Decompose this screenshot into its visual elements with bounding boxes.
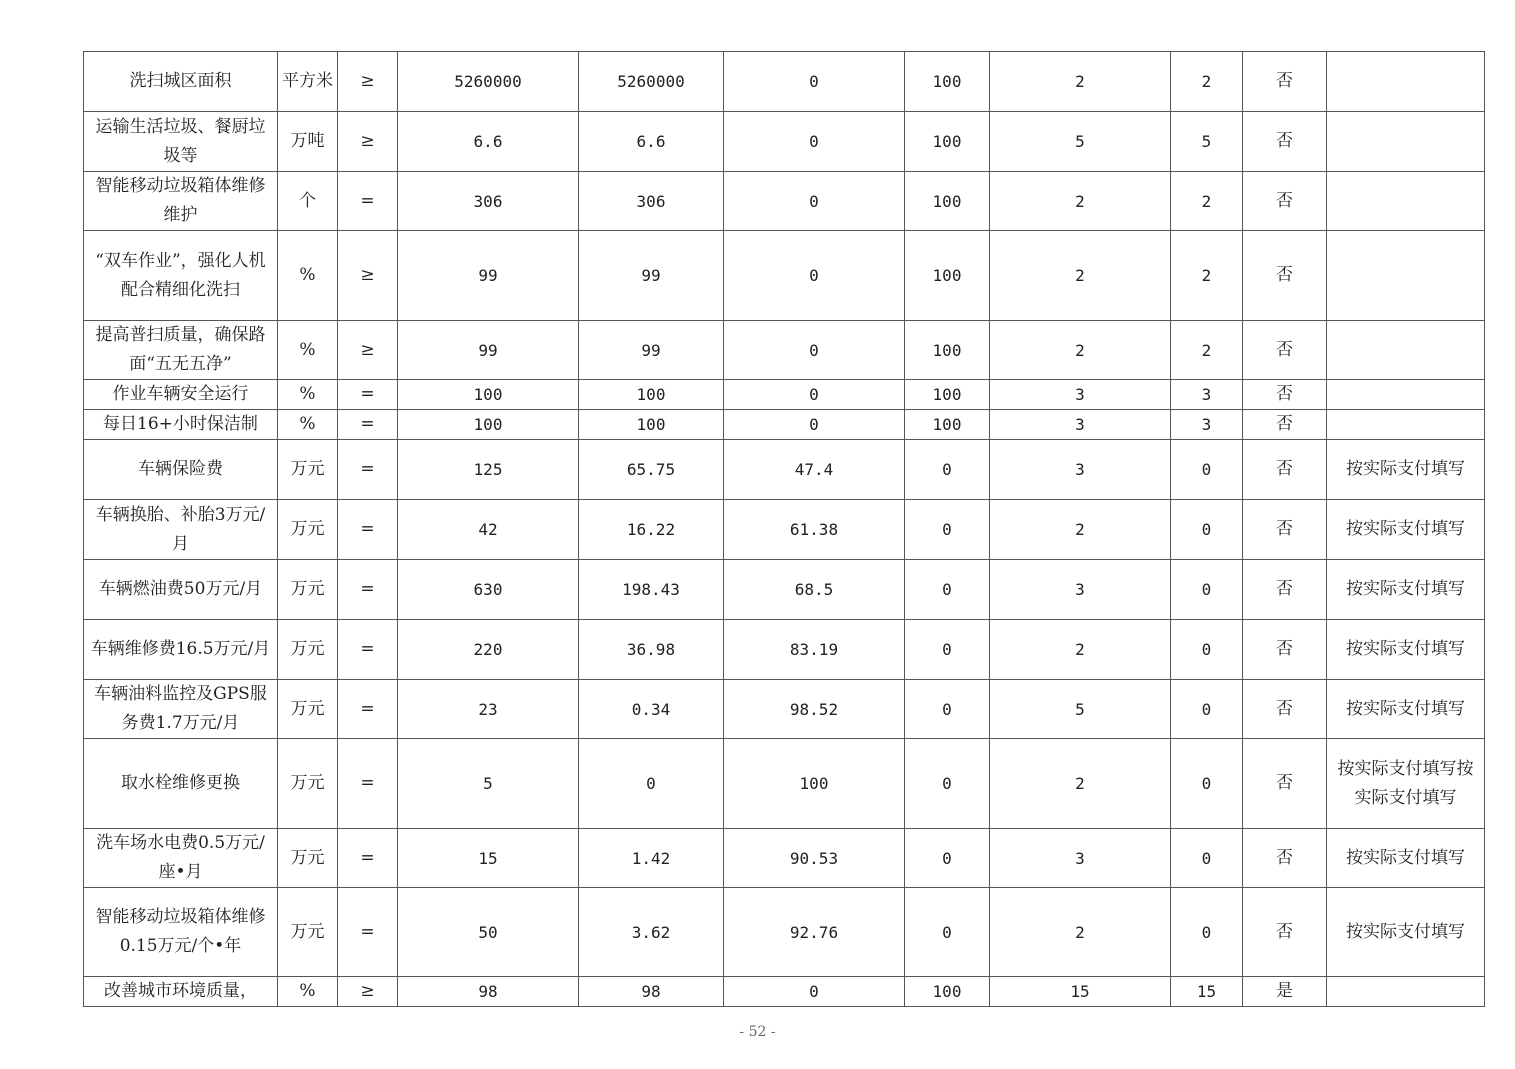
deviation-cell: 47.4 bbox=[724, 440, 905, 500]
deviation-cell: 100 bbox=[724, 739, 905, 829]
target-value-cell: 50 bbox=[398, 888, 579, 977]
operator-cell: = bbox=[338, 739, 398, 829]
weight-cell: 15 bbox=[990, 977, 1171, 1007]
deviation-cell: 83.19 bbox=[724, 620, 905, 680]
indicator-name-cell: 智能移动垃圾箱体维修0.15万元/个•年 bbox=[84, 888, 278, 977]
unit-cell: 万元 bbox=[278, 620, 338, 680]
flag-cell: 否 bbox=[1243, 500, 1327, 560]
table-row bbox=[84, 321, 1485, 380]
remark-cell: 按实际支付填写 bbox=[1327, 620, 1485, 680]
actual-value-cell: 306 bbox=[579, 172, 724, 231]
actual-value-cell: 65.75 bbox=[579, 440, 724, 500]
flag-cell: 否 bbox=[1243, 380, 1327, 410]
unit-cell: % bbox=[278, 977, 338, 1007]
actual-value-cell: 1.42 bbox=[579, 829, 724, 888]
operator-cell: ≥ bbox=[338, 977, 398, 1007]
completion-rate-cell: 0 bbox=[905, 680, 990, 739]
target-value-cell: 100 bbox=[398, 410, 579, 440]
score-cell: 3 bbox=[1171, 410, 1243, 440]
remark-cell bbox=[1327, 172, 1485, 231]
indicator-name-cell: 洗车场水电费0.5万元/座•月 bbox=[84, 829, 278, 888]
operator-cell: = bbox=[338, 440, 398, 500]
remark-cell: 按实际支付填写 bbox=[1327, 560, 1485, 620]
score-cell: 2 bbox=[1171, 52, 1243, 112]
indicator-name-cell: 车辆燃油费50万元/月 bbox=[84, 560, 278, 620]
score-cell: 0 bbox=[1171, 829, 1243, 888]
score-cell: 15 bbox=[1171, 977, 1243, 1007]
deviation-cell: 61.38 bbox=[724, 500, 905, 560]
operator-cell: ≥ bbox=[338, 321, 398, 380]
flag-cell: 否 bbox=[1243, 172, 1327, 231]
target-value-cell: 100 bbox=[398, 380, 579, 410]
table-row bbox=[84, 680, 1485, 739]
unit-cell: 万元 bbox=[278, 440, 338, 500]
deviation-cell: 0 bbox=[724, 112, 905, 172]
unit-cell: % bbox=[278, 321, 338, 380]
completion-rate-cell: 100 bbox=[905, 321, 990, 380]
remark-cell: 按实际支付填写 bbox=[1327, 440, 1485, 500]
score-cell: 0 bbox=[1171, 680, 1243, 739]
unit-cell: 万元 bbox=[278, 829, 338, 888]
indicator-name-cell: 车辆油料监控及GPS服务费1.7万元/月 bbox=[84, 680, 278, 739]
table-row bbox=[84, 977, 1485, 1007]
actual-value-cell: 198.43 bbox=[579, 560, 724, 620]
deviation-cell: 0 bbox=[724, 380, 905, 410]
flag-cell: 否 bbox=[1243, 231, 1327, 321]
weight-cell: 3 bbox=[990, 440, 1171, 500]
operator-cell: ≥ bbox=[338, 112, 398, 172]
score-cell: 0 bbox=[1171, 560, 1243, 620]
table-row bbox=[84, 112, 1485, 172]
actual-value-cell: 5260000 bbox=[579, 52, 724, 112]
flag-cell: 否 bbox=[1243, 680, 1327, 739]
unit-cell: 万元 bbox=[278, 500, 338, 560]
completion-rate-cell: 0 bbox=[905, 620, 990, 680]
unit-cell: 万元 bbox=[278, 888, 338, 977]
target-value-cell: 630 bbox=[398, 560, 579, 620]
deviation-cell: 0 bbox=[724, 410, 905, 440]
operator-cell: = bbox=[338, 680, 398, 739]
completion-rate-cell: 100 bbox=[905, 112, 990, 172]
indicator-name-cell: 洗扫城区面积 bbox=[84, 52, 278, 112]
deviation-cell: 92.76 bbox=[724, 888, 905, 977]
weight-cell: 2 bbox=[990, 888, 1171, 977]
flag-cell: 否 bbox=[1243, 112, 1327, 172]
weight-cell: 3 bbox=[990, 380, 1171, 410]
target-value-cell: 99 bbox=[398, 321, 579, 380]
indicator-name-cell: 每日16+小时保洁制 bbox=[84, 410, 278, 440]
operator-cell: = bbox=[338, 888, 398, 977]
score-cell: 0 bbox=[1171, 620, 1243, 680]
indicator-name-cell: 取水栓维修更换 bbox=[84, 739, 278, 829]
operator-cell: = bbox=[338, 172, 398, 231]
completion-rate-cell: 0 bbox=[905, 888, 990, 977]
weight-cell: 2 bbox=[990, 321, 1171, 380]
remark-cell: 按实际支付填写 bbox=[1327, 829, 1485, 888]
flag-cell: 否 bbox=[1243, 321, 1327, 380]
completion-rate-cell: 0 bbox=[905, 739, 990, 829]
flag-cell: 否 bbox=[1243, 888, 1327, 977]
score-cell: 0 bbox=[1171, 440, 1243, 500]
indicator-name-cell: 提高普扫质量，确保路面“五无五净” bbox=[84, 321, 278, 380]
weight-cell: 2 bbox=[990, 172, 1171, 231]
table-row bbox=[84, 829, 1485, 888]
target-value-cell: 98 bbox=[398, 977, 579, 1007]
actual-value-cell: 99 bbox=[579, 321, 724, 380]
weight-cell: 3 bbox=[990, 560, 1171, 620]
unit-cell: % bbox=[278, 231, 338, 321]
unit-cell: % bbox=[278, 380, 338, 410]
table-row bbox=[84, 410, 1485, 440]
operator-cell: ≥ bbox=[338, 52, 398, 112]
completion-rate-cell: 0 bbox=[905, 500, 990, 560]
actual-value-cell: 0.34 bbox=[579, 680, 724, 739]
actual-value-cell: 99 bbox=[579, 231, 724, 321]
operator-cell: = bbox=[338, 500, 398, 560]
indicator-name-cell: 运输生活垃圾、餐厨垃圾等 bbox=[84, 112, 278, 172]
score-cell: 3 bbox=[1171, 380, 1243, 410]
target-value-cell: 5 bbox=[398, 739, 579, 829]
target-value-cell: 23 bbox=[398, 680, 579, 739]
remark-cell bbox=[1327, 321, 1485, 380]
weight-cell: 2 bbox=[990, 52, 1171, 112]
actual-value-cell: 6.6 bbox=[579, 112, 724, 172]
remark-cell: 按实际支付填写 bbox=[1327, 888, 1485, 977]
indicator-name-cell: 智能移动垃圾箱体维修维护 bbox=[84, 172, 278, 231]
flag-cell: 否 bbox=[1243, 440, 1327, 500]
table-row bbox=[84, 500, 1485, 560]
target-value-cell: 42 bbox=[398, 500, 579, 560]
remark-cell: 按实际支付填写按实际支付填写 bbox=[1327, 739, 1485, 829]
target-value-cell: 99 bbox=[398, 231, 579, 321]
table-row bbox=[84, 620, 1485, 680]
table-row bbox=[84, 560, 1485, 620]
flag-cell: 否 bbox=[1243, 620, 1327, 680]
actual-value-cell: 0 bbox=[579, 739, 724, 829]
completion-rate-cell: 0 bbox=[905, 829, 990, 888]
operator-cell: = bbox=[338, 829, 398, 888]
actual-value-cell: 100 bbox=[579, 410, 724, 440]
table-row bbox=[84, 888, 1485, 977]
table-row bbox=[84, 172, 1485, 231]
score-cell: 0 bbox=[1171, 888, 1243, 977]
score-cell: 5 bbox=[1171, 112, 1243, 172]
page-number: - 52 - bbox=[739, 1024, 776, 1040]
remark-cell bbox=[1327, 52, 1485, 112]
completion-rate-cell: 100 bbox=[905, 172, 990, 231]
score-cell: 0 bbox=[1171, 739, 1243, 829]
remark-cell bbox=[1327, 380, 1485, 410]
score-cell: 2 bbox=[1171, 231, 1243, 321]
unit-cell: 个 bbox=[278, 172, 338, 231]
flag-cell: 否 bbox=[1243, 560, 1327, 620]
indicator-name-cell: 车辆保险费 bbox=[84, 440, 278, 500]
weight-cell: 3 bbox=[990, 829, 1171, 888]
remark-cell: 按实际支付填写 bbox=[1327, 500, 1485, 560]
remark-cell bbox=[1327, 410, 1485, 440]
flag-cell: 否 bbox=[1243, 52, 1327, 112]
table-body bbox=[84, 52, 1485, 1007]
actual-value-cell: 36.98 bbox=[579, 620, 724, 680]
weight-cell: 2 bbox=[990, 739, 1171, 829]
actual-value-cell: 98 bbox=[579, 977, 724, 1007]
weight-cell: 2 bbox=[990, 500, 1171, 560]
flag-cell: 否 bbox=[1243, 410, 1327, 440]
remark-cell: 按实际支付填写 bbox=[1327, 680, 1485, 739]
target-value-cell: 306 bbox=[398, 172, 579, 231]
target-value-cell: 5260000 bbox=[398, 52, 579, 112]
remark-cell bbox=[1327, 112, 1485, 172]
flag-cell: 否 bbox=[1243, 739, 1327, 829]
completion-rate-cell: 100 bbox=[905, 380, 990, 410]
weight-cell: 5 bbox=[990, 112, 1171, 172]
indicator-name-cell: 作业车辆安全运行 bbox=[84, 380, 278, 410]
table-row bbox=[84, 231, 1485, 321]
deviation-cell: 0 bbox=[724, 52, 905, 112]
indicator-name-cell: “双车作业”，强化人机配合精细化洗扫 bbox=[84, 231, 278, 321]
unit-cell: 万元 bbox=[278, 680, 338, 739]
completion-rate-cell: 100 bbox=[905, 231, 990, 321]
completion-rate-cell: 100 bbox=[905, 410, 990, 440]
operator-cell: = bbox=[338, 560, 398, 620]
operator-cell: = bbox=[338, 620, 398, 680]
completion-rate-cell: 100 bbox=[905, 52, 990, 112]
table-row bbox=[84, 52, 1485, 112]
operator-cell: = bbox=[338, 410, 398, 440]
unit-cell: 万元 bbox=[278, 560, 338, 620]
deviation-cell: 0 bbox=[724, 172, 905, 231]
deviation-cell: 0 bbox=[724, 321, 905, 380]
indicator-name-cell: 车辆维修费16.5万元/月 bbox=[84, 620, 278, 680]
flag-cell: 否 bbox=[1243, 829, 1327, 888]
unit-cell: 万元 bbox=[278, 739, 338, 829]
weight-cell: 2 bbox=[990, 620, 1171, 680]
performance-indicator-table bbox=[83, 51, 1485, 1007]
weight-cell: 2 bbox=[990, 231, 1171, 321]
operator-cell: ≥ bbox=[338, 231, 398, 321]
score-cell: 2 bbox=[1171, 172, 1243, 231]
unit-cell: % bbox=[278, 410, 338, 440]
score-cell: 2 bbox=[1171, 321, 1243, 380]
completion-rate-cell: 0 bbox=[905, 560, 990, 620]
actual-value-cell: 100 bbox=[579, 380, 724, 410]
table-row bbox=[84, 440, 1485, 500]
deviation-cell: 90.53 bbox=[724, 829, 905, 888]
flag-cell: 是 bbox=[1243, 977, 1327, 1007]
table-row bbox=[84, 739, 1485, 829]
completion-rate-cell: 0 bbox=[905, 440, 990, 500]
operator-cell: = bbox=[338, 380, 398, 410]
score-cell: 0 bbox=[1171, 500, 1243, 560]
completion-rate-cell: 100 bbox=[905, 977, 990, 1007]
target-value-cell: 220 bbox=[398, 620, 579, 680]
weight-cell: 5 bbox=[990, 680, 1171, 739]
unit-cell: 万吨 bbox=[278, 112, 338, 172]
deviation-cell: 0 bbox=[724, 977, 905, 1007]
remark-cell bbox=[1327, 977, 1485, 1007]
indicator-name-cell: 改善城市环境质量， bbox=[84, 977, 278, 1007]
remark-cell bbox=[1327, 231, 1485, 321]
weight-cell: 3 bbox=[990, 410, 1171, 440]
indicator-name-cell: 车辆换胎、补胎3万元/月 bbox=[84, 500, 278, 560]
table-row bbox=[84, 380, 1485, 410]
deviation-cell: 0 bbox=[724, 231, 905, 321]
target-value-cell: 6.6 bbox=[398, 112, 579, 172]
target-value-cell: 125 bbox=[398, 440, 579, 500]
target-value-cell: 15 bbox=[398, 829, 579, 888]
actual-value-cell: 16.22 bbox=[579, 500, 724, 560]
deviation-cell: 68.5 bbox=[724, 560, 905, 620]
actual-value-cell: 3.62 bbox=[579, 888, 724, 977]
unit-cell: 平方米 bbox=[278, 52, 338, 112]
deviation-cell: 98.52 bbox=[724, 680, 905, 739]
